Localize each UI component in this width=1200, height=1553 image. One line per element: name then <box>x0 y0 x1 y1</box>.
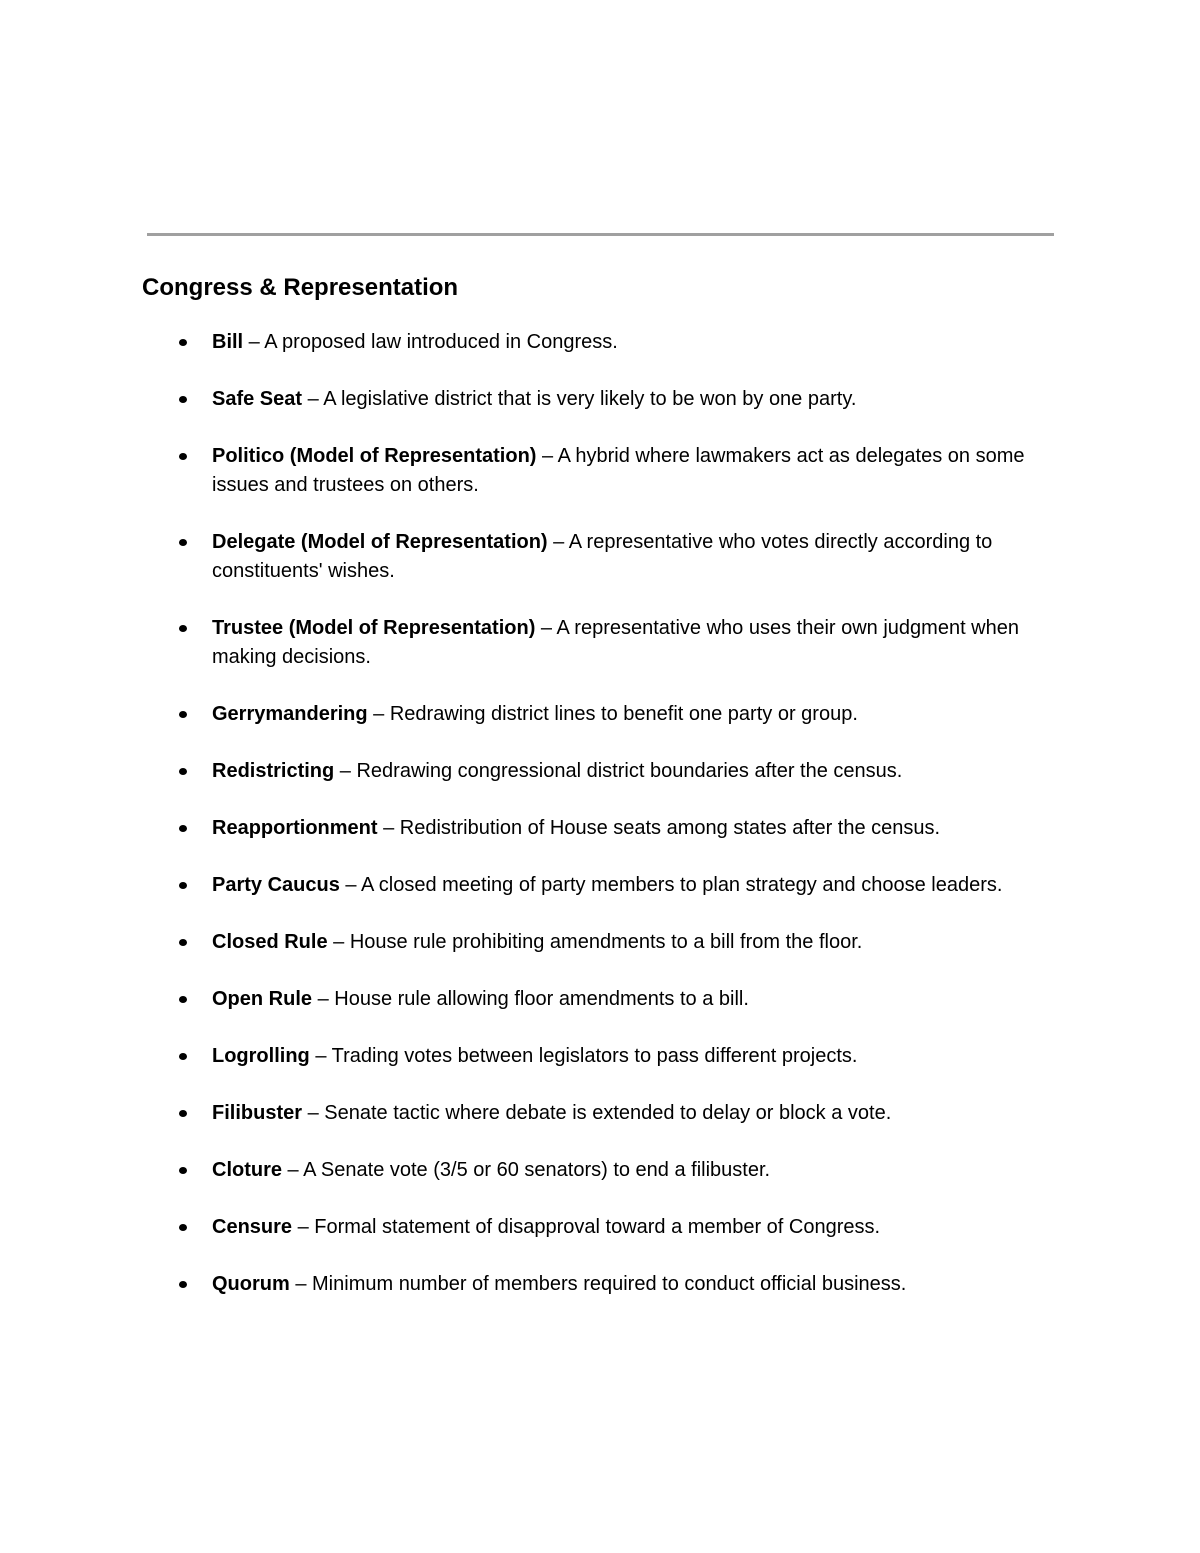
term-name: Redistricting <box>212 760 335 782</box>
term-definition: – House rule prohibiting amendments to a bill from the floor. <box>327 931 863 953</box>
list-item <box>212 871 1062 900</box>
bullet-icon <box>179 339 187 346</box>
term-name: Delegate (Model of Representation) <box>212 531 548 553</box>
term-definition: – Trading votes between legislators to pass different projects. <box>309 1045 858 1067</box>
bullet-icon <box>179 1224 187 1231</box>
list-item <box>212 614 1062 672</box>
term-name: Reapportionment <box>212 817 378 839</box>
list-item <box>212 328 1062 357</box>
horizontal-separator <box>147 233 1054 236</box>
list-item <box>212 814 1062 843</box>
term-name: Closed Rule <box>212 931 328 953</box>
bullet-icon <box>179 1110 187 1117</box>
list-item <box>212 1099 1062 1128</box>
list-item <box>212 385 1062 414</box>
list-item <box>212 528 1062 586</box>
list-item <box>212 1270 1062 1299</box>
list-item <box>212 985 1062 1014</box>
term-definition: – A representative who votes directly according to constituents' wishes. <box>212 531 993 582</box>
list-item <box>212 700 1062 729</box>
term-definition: – Redrawing district lines to benefit one party or group. <box>367 703 858 725</box>
term-definition: – A closed meeting of party members to plan strategy and choose leaders. <box>339 874 1003 896</box>
bullet-icon <box>179 996 187 1003</box>
term-definition: – Formal statement of disapproval toward a member of Congress. <box>292 1216 881 1238</box>
bullet-icon <box>179 396 187 403</box>
term-definition: – Senate tactic where debate is extended to delay or block a vote. <box>302 1102 892 1124</box>
bullet-icon <box>179 825 187 832</box>
bullet-icon <box>179 882 187 889</box>
bullet-icon <box>179 1281 187 1288</box>
list-item <box>212 928 1062 957</box>
bullet-icon <box>179 625 187 632</box>
term-definition: – A legislative district that is very likely to be won by one party. <box>302 388 857 410</box>
bullet-icon <box>179 1167 187 1174</box>
bullet-icon <box>179 939 187 946</box>
list-item <box>212 442 1062 500</box>
term-name: Trustee (Model of Representation) <box>212 617 536 639</box>
section-heading: Congress & Representation <box>142 274 459 301</box>
list-item <box>212 1156 1062 1185</box>
term-name: Open Rule <box>212 988 313 1010</box>
term-name: Bill <box>212 331 244 353</box>
term-name: Safe Seat <box>212 388 303 410</box>
term-definition: – A Senate vote (3/5 or 60 senators) to end a filibuster. <box>282 1159 771 1181</box>
term-name: Filibuster <box>212 1102 303 1124</box>
term-definition: – House rule allowing floor amendments to a bill. <box>312 988 749 1010</box>
term-definition: – Redistribution of House seats among states after the census. <box>377 817 941 839</box>
list-item <box>212 1213 1062 1242</box>
list-item <box>212 757 1062 786</box>
list-item <box>212 1042 1062 1071</box>
bullet-icon <box>179 711 187 718</box>
term-definition: – Minimum number of members required to conduct official business. <box>289 1273 907 1295</box>
term-definition: – Redrawing congressional district boundaries after the census. <box>334 760 903 782</box>
term-name: Cloture <box>212 1159 282 1181</box>
term-list <box>212 328 1062 1327</box>
term-definition: – A proposed law introduced in Congress. <box>243 331 618 353</box>
bullet-icon <box>179 1053 187 1060</box>
term-name: Party Caucus <box>212 874 340 896</box>
term-name: Censure <box>212 1216 293 1238</box>
bullet-icon <box>179 768 187 775</box>
term-name: Gerrymandering <box>212 703 368 725</box>
term-name: Logrolling <box>212 1045 310 1067</box>
term-name: Politico (Model of Representation) <box>212 445 537 467</box>
bullet-icon <box>179 453 187 460</box>
term-name: Quorum <box>212 1273 290 1295</box>
bullet-icon <box>179 539 187 546</box>
term-definition: – A hybrid where lawmakers act as delegates on some issues and trustees on others. <box>212 445 1025 496</box>
term-definition: – A representative who uses their own judgment when making decisions. <box>212 617 1019 668</box>
